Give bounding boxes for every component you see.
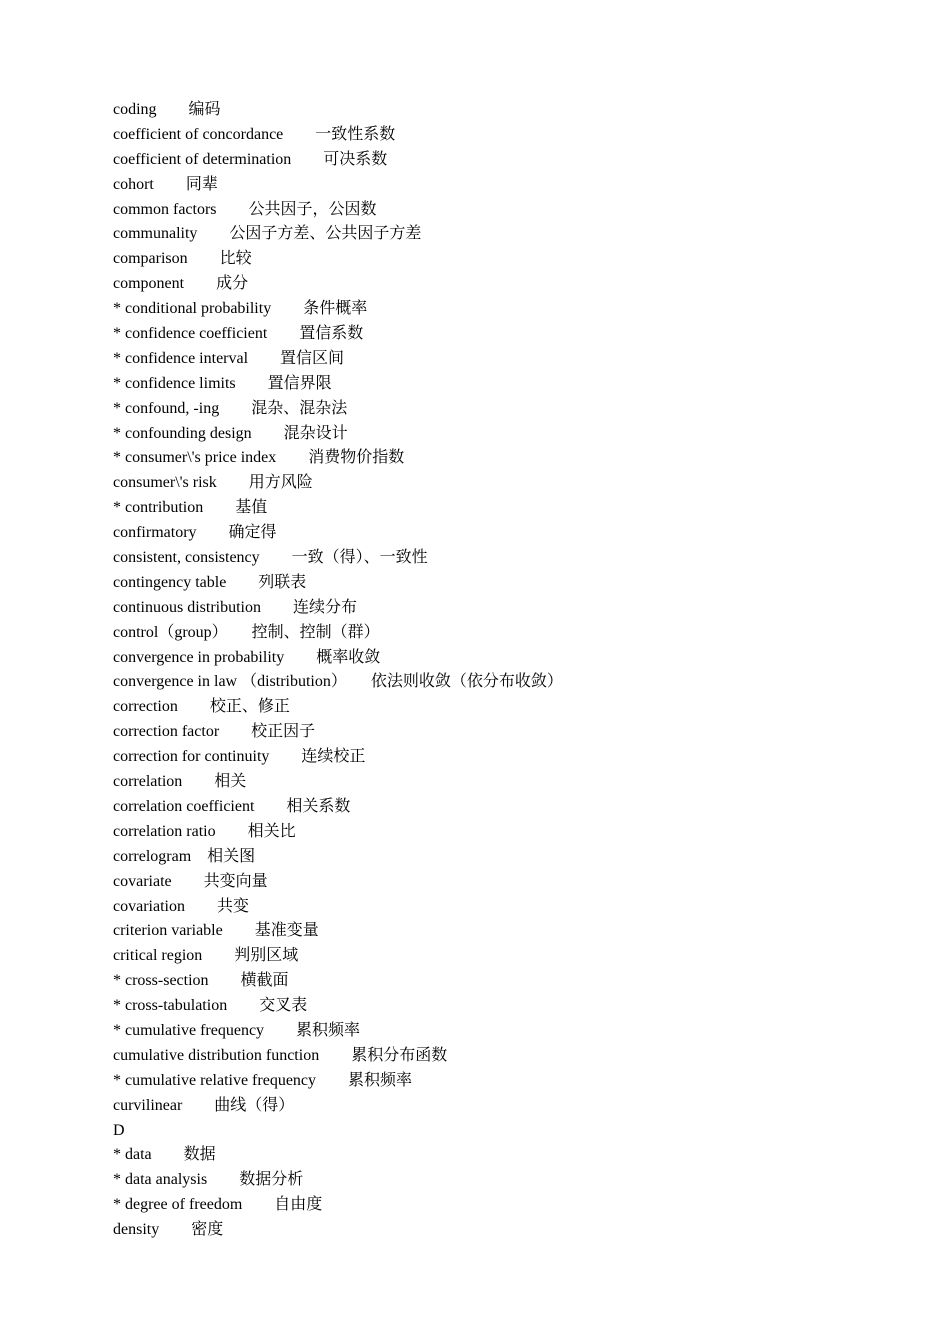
glossary-entry: contingency table 列联表: [113, 573, 307, 591]
glossary-entry: criterion variable 基准变量: [113, 922, 319, 940]
glossary-entry: correlation 相关: [113, 773, 247, 791]
glossary-entry: * confound, -ing 混杂、混杂法: [113, 399, 348, 417]
glossary-entry: * confounding design 混杂设计: [113, 424, 348, 442]
glossary-entry: density 密度: [113, 1221, 224, 1239]
glossary-entry: * confidence limits 置信界限: [113, 374, 332, 392]
glossary-entry: consistent, consistency 一致（得）、一致性: [113, 549, 428, 567]
glossary-entry: covariation 共变: [113, 897, 249, 915]
glossary-entry: * contribution 基值: [113, 499, 268, 517]
glossary-entry: consumer\'s risk 用方风险: [113, 474, 313, 492]
glossary-entry: continuous distribution 连续分布: [113, 598, 358, 616]
glossary-entry: coding 编码: [113, 101, 221, 118]
glossary-entry: coefficient of determination 可决系数: [113, 150, 388, 168]
glossary-entry: control（group） 控制、控制（群）: [113, 623, 380, 641]
glossary-entry: correlation ratio 相关比: [113, 822, 296, 840]
glossary-entry: coefficient of concordance 一致性系数: [113, 125, 396, 143]
glossary-entry: curvilinear 曲线（得）: [113, 1096, 295, 1114]
glossary-entry: correction 校正、修正: [113, 698, 290, 716]
glossary-entry: cohort 同辈: [113, 175, 218, 193]
glossary-entry: * cumulative frequency 累积频率: [113, 1021, 361, 1039]
glossary-entry: common factors 公共因子，公因数: [113, 200, 377, 218]
glossary-entry: * confidence coefficient 置信系数: [113, 325, 364, 343]
glossary-entry: convergence in law （distribution） 依法则收敛（依分布收敛）: [113, 673, 563, 691]
glossary-entry: * degree of freedom 自由度: [113, 1196, 323, 1214]
document-page: [113, 98, 893, 1243]
glossary-entry: * data analysis 数据分析: [113, 1171, 304, 1189]
glossary-entry: correlogram 相关图: [113, 847, 256, 865]
glossary-entry: communality 公因子方差、公共因子方差: [113, 225, 422, 243]
glossary-entry: * cross-tabulation 交叉表: [113, 997, 308, 1015]
glossary-entry: critical region 判别区域: [113, 947, 299, 965]
glossary-entry: component 成分: [113, 275, 249, 293]
glossary-entry: confirmatory 确定得: [113, 524, 277, 542]
glossary-entry: correction for continuity 连续校正: [113, 748, 366, 766]
glossary-entry: cumulative distribution function 累积分布函数: [113, 1046, 448, 1064]
glossary-entry: * cumulative relative frequency 累积频率: [113, 1071, 413, 1089]
glossary-entry: covariate 共变向量: [113, 872, 268, 890]
section-letter-heading: D: [113, 1121, 125, 1139]
glossary-entry: correlation coefficient 相关系数: [113, 797, 351, 815]
glossary-entry: * cross-section 横截面: [113, 972, 289, 990]
glossary-entry: * conditional probability 条件概率: [113, 300, 368, 318]
glossary-entry: * data 数据: [113, 1146, 216, 1164]
glossary-entry: correction factor 校正因子: [113, 723, 316, 741]
glossary-entry: convergence in probability 概率收敛: [113, 648, 381, 666]
glossary-entry: * consumer\'s price index 消费物价指数: [113, 449, 405, 467]
glossary-entry: comparison 比较: [113, 250, 252, 268]
glossary-entry: * confidence interval 置信区间: [113, 349, 345, 367]
